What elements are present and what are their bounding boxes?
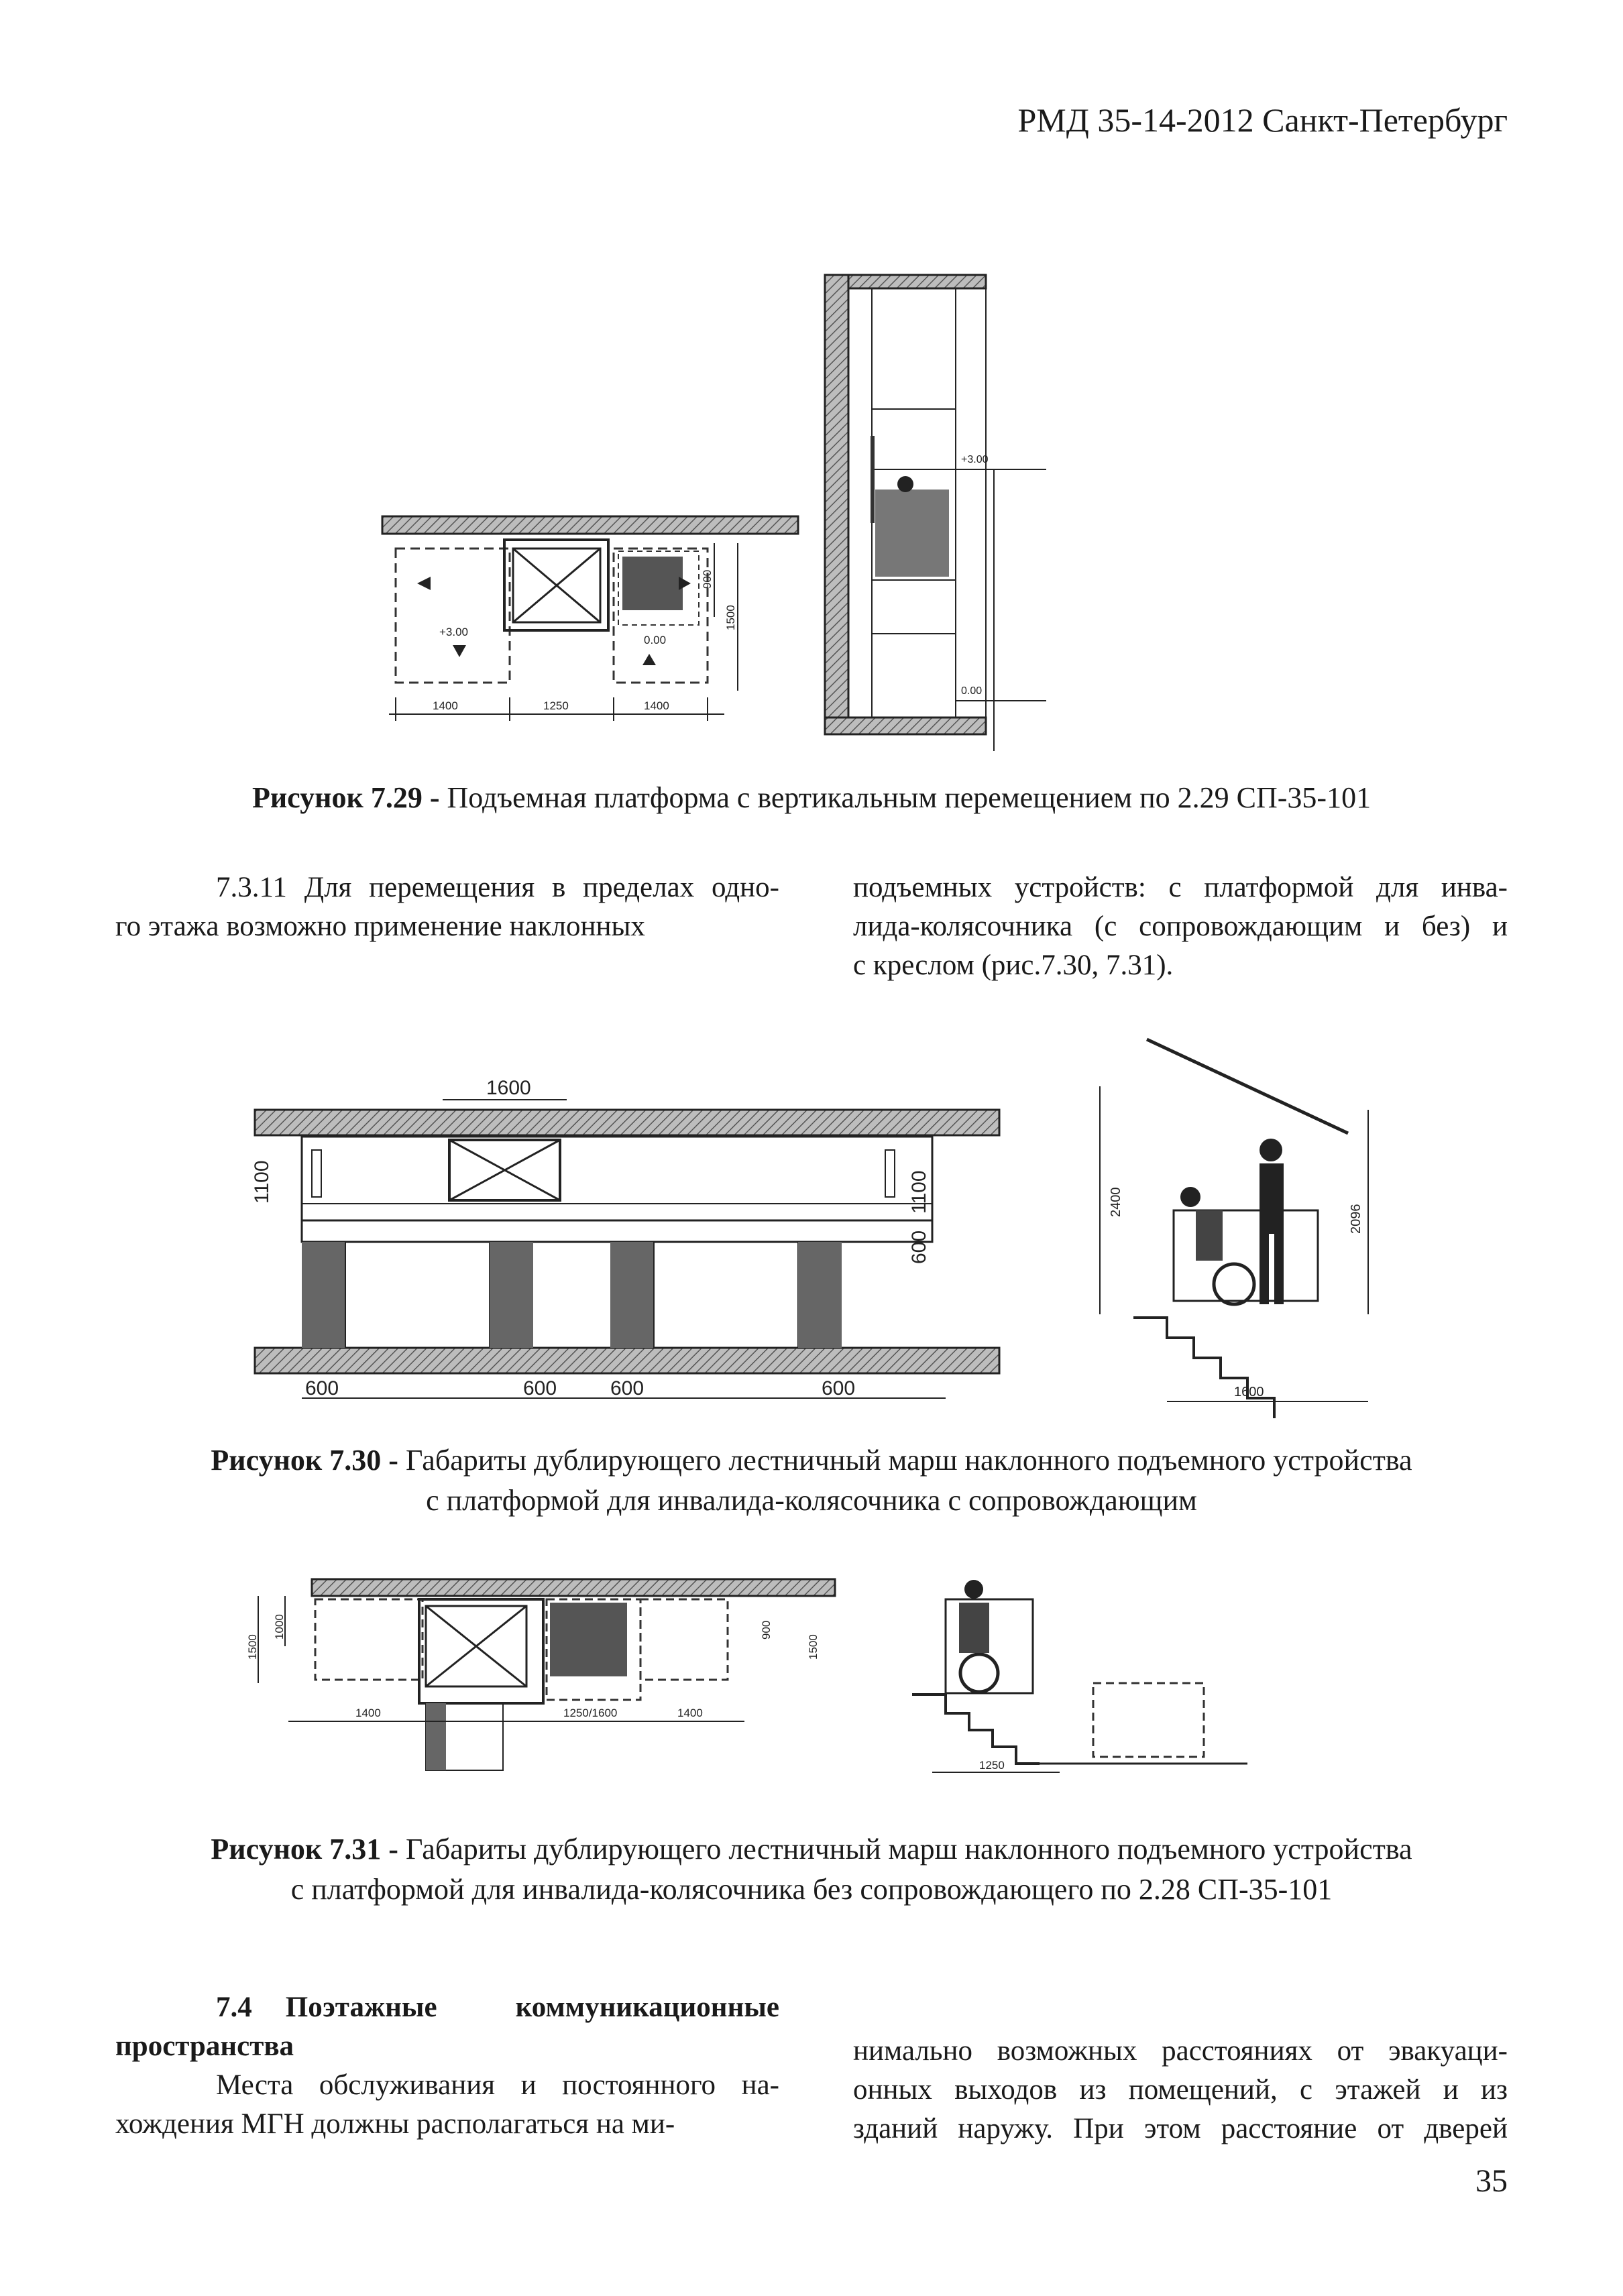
level-plus-3-section: +3.00 <box>961 454 989 465</box>
dim-1100-right: 1100 <box>908 1170 930 1214</box>
figure-7-29-label: Рисунок 7.29 - <box>251 781 440 814</box>
dim-1600-section: 1600 <box>1234 1385 1264 1399</box>
section-7-4-right <box>853 2032 1508 2148</box>
figure-7-31-label: Рисунок 7.31 - <box>211 1833 398 1866</box>
figure-7-30-caption <box>94 1440 1529 1521</box>
paragraph-7-3-11-left <box>115 868 779 946</box>
figure-7-30-caption-line2: с платформой для инвалида-колясочника с сопровождающим <box>426 1484 1197 1517</box>
dim-600-right: 600 <box>908 1230 930 1264</box>
dim-1100-left: 1100 <box>251 1160 273 1204</box>
dim-900-right: 900 <box>760 1620 773 1640</box>
figure-7-30-text: Габариты дублирующего лестничный марш наклонного подъемного устройства <box>398 1444 1412 1477</box>
text-line: лида-колясочника (с сопровождающим и без) и <box>853 911 1508 942</box>
figure-7-31-section-drawing <box>905 1572 1268 1774</box>
dim-1600-top: 1600 <box>486 1077 531 1099</box>
section-7-4-left <box>115 1988 779 2144</box>
figure-7-30-section-drawing <box>1086 1026 1435 1422</box>
lift-section-view <box>825 275 1046 751</box>
section-7-4-number: 7.4 <box>216 1992 252 2023</box>
text-line: Места обслуживания и постоянного на- <box>216 2069 779 2101</box>
stair-flight-left <box>302 1242 533 1348</box>
stair-flight-right <box>610 1242 842 1348</box>
figure-7-31-caption-line2: с платформой для инвалида-колясочника без сопровождающего по 2.28 СП-35-101 <box>290 1873 1333 1906</box>
text-line: подъемных устройств: с платформой для инва- <box>853 872 1508 903</box>
dim-2400: 2400 <box>1109 1187 1123 1217</box>
dim-1500-right: 1500 <box>807 1634 820 1660</box>
figure-7-29-drawing <box>376 268 1046 764</box>
dim-1400-left: 1400 <box>433 699 458 712</box>
figure-7-31-caption-line1 <box>94 1829 1529 1870</box>
running-header: РМД 35-14-2012 Санкт-Петербург <box>1017 101 1508 139</box>
figure-7-30-plan-drawing <box>248 1033 1006 1422</box>
dim-1400-left: 1400 <box>355 1707 381 1719</box>
figure-7-31-text: Габариты дублирующего лестничный марш наклонного подъемного устройства <box>398 1833 1412 1866</box>
section-7-4-heading-line1: Поэтажные коммуникационные <box>285 1992 779 2023</box>
level-0-plan: 0.00 <box>644 634 667 646</box>
section-7-4-heading-line2: пространства <box>115 2030 294 2062</box>
level-0-section: 0.00 <box>961 685 983 697</box>
dim-1250-1600: 1250/1600 <box>563 1707 618 1719</box>
dim-1000-left: 1000 <box>273 1614 286 1640</box>
text-line: зданий наружу. При этом расстояние от дверей <box>853 2113 1508 2144</box>
figure-7-31-plan-drawing <box>248 1572 852 1780</box>
dim-1250-section: 1250 <box>979 1759 1005 1772</box>
figure-7-30-caption-line1 <box>94 1440 1529 1481</box>
dim-1250: 1250 <box>543 699 569 712</box>
level-plus-3-plan: +3.00 <box>439 626 469 638</box>
figure-7-29-caption <box>94 778 1529 818</box>
dim-2096: 2096 <box>1349 1204 1363 1234</box>
text-line: онных выходов из помещений, с этажей и из <box>853 2074 1508 2106</box>
section-7-4-heading <box>115 1988 779 2027</box>
text-line: хождения МГН должны располагаться на ми- <box>115 2108 675 2140</box>
text-line: нимально возможных расстояниях от эвакуаци- <box>853 2035 1508 2067</box>
figure-7-29-text: Подъемная платформа с вертикальным перемещением по 2.29 СП-35-101 <box>439 781 1372 814</box>
dim-600-b1: 600 <box>305 1377 339 1399</box>
figure-7-31-caption <box>94 1829 1529 1910</box>
dim-1400-right: 1400 <box>644 699 669 712</box>
dim-1400-right: 1400 <box>677 1707 703 1719</box>
dim-600-b3: 600 <box>610 1377 645 1399</box>
page-number: 35 <box>1475 2163 1508 2199</box>
dim-900: 900 <box>701 569 714 589</box>
dim-600-b4: 600 <box>822 1377 856 1399</box>
text-line: 7.3.11 Для перемещения в пределах одно- <box>216 872 779 903</box>
paragraph-7-3-11-right <box>853 868 1508 985</box>
dim-1500-left: 1500 <box>246 1634 259 1660</box>
figure-7-30-label: Рисунок 7.30 - <box>211 1444 398 1477</box>
dim-600-b2: 600 <box>523 1377 557 1399</box>
text-line: го этажа возможно применение наклонных <box>115 911 645 942</box>
dim-1500: 1500 <box>724 605 737 630</box>
lift-plan-view <box>382 516 798 721</box>
text-line: с креслом (рис.7.30, 7.31). <box>853 950 1174 981</box>
